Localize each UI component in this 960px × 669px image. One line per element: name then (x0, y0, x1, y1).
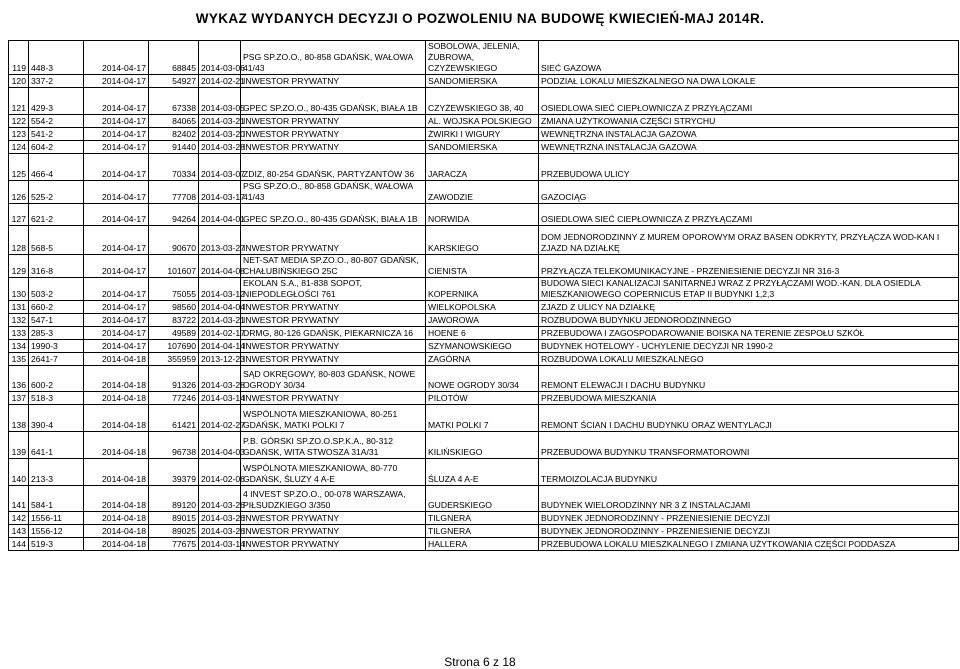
cell-description: REMONT ŚCIAN I DACHU BUDYNKU ORAZ WENTYLACJI (539, 405, 959, 432)
cell-description: GAZOCIĄG (539, 181, 959, 204)
cell-case-number: 448-3 (29, 41, 84, 75)
cell-location: NOWE OGRODY 30/34 (426, 366, 539, 392)
cell-case-number: 547-1 (29, 314, 84, 327)
table-row (9, 75, 959, 88)
cell-location: NORWIDA (426, 204, 539, 226)
table-row (9, 154, 959, 181)
cell-location: TILGNERA (426, 512, 539, 525)
cell-reference-number: 96738 (149, 432, 199, 459)
cell-case-number: 518-3 (29, 392, 84, 405)
cell-decision-date: 2014-04-17 (84, 41, 149, 75)
cell-location: WIELKOPOLSKA (426, 301, 539, 314)
cell-lp: 121 (9, 88, 29, 115)
cell-investor: INWESTOR PRYWATNY (241, 115, 426, 128)
cell-decision-date: 2014-04-17 (84, 255, 149, 278)
cell-description: PRZEBUDOWA I ZAGOSPODAROWANIE BOISKA NA TERENIE ZESPOŁU SZKÓŁ (539, 327, 959, 340)
cell-location: HALLERA (426, 538, 539, 551)
cell-location: ZAWODZIE (426, 181, 539, 204)
cell-application-date: 2014-02-17 (199, 327, 241, 340)
cell-decision-date: 2014-04-17 (84, 128, 149, 141)
table-row (9, 115, 959, 128)
cell-lp: 122 (9, 115, 29, 128)
cell-application-date: 2014-03-07 (199, 154, 241, 181)
cell-description: WEWNĘTRZNA INSTALACJA GAZOWA (539, 141, 959, 154)
cell-investor: INWESTOR PRYWATNY (241, 128, 426, 141)
cell-application-date: 2014-03-26 (199, 525, 241, 538)
cell-investor: GPEC SP.ZO.O., 80-435 GDAŃSK, BIAŁA 1B (241, 88, 426, 115)
cell-decision-date: 2014-04-17 (84, 226, 149, 255)
cell-investor: INWESTOR PRYWATNY (241, 226, 426, 255)
cell-application-date: 2014-02-06 (199, 459, 241, 486)
cell-application-date: 2014-03-14 (199, 538, 241, 551)
cell-lp: 126 (9, 181, 29, 204)
cell-reference-number: 49589 (149, 327, 199, 340)
cell-reference-number: 70334 (149, 154, 199, 181)
cell-decision-date: 2014-04-17 (84, 115, 149, 128)
cell-location: HOENE 6 (426, 327, 539, 340)
cell-investor: WSPÓLNOTA MIESZKANIOWA, 80-251 GDAŃSK, MATKI POLKI 7 (241, 405, 426, 432)
cell-application-date: 2014-03-06 (199, 41, 241, 75)
cell-decision-date: 2014-04-18 (84, 525, 149, 538)
cell-application-date: 2014-03-21 (199, 314, 241, 327)
cell-reference-number: 94264 (149, 204, 199, 226)
cell-lp: 134 (9, 340, 29, 353)
cell-reference-number: 75055 (149, 278, 199, 301)
cell-investor: INWESTOR PRYWATNY (241, 512, 426, 525)
cell-case-number: 584-1 (29, 486, 84, 512)
cell-case-number: 466-4 (29, 154, 84, 181)
cell-investor: INWESTOR PRYWATNY (241, 314, 426, 327)
table-row (9, 525, 959, 538)
cell-reference-number: 77675 (149, 538, 199, 551)
cell-decision-date: 2014-04-17 (84, 141, 149, 154)
cell-reference-number: 77246 (149, 392, 199, 405)
cell-application-date: 2014-03-14 (199, 392, 241, 405)
table-row (9, 41, 959, 75)
cell-application-date: 2013-03-27 (199, 226, 241, 255)
cell-case-number: 285-3 (29, 327, 84, 340)
cell-lp: 133 (9, 327, 29, 340)
cell-investor: INWESTOR PRYWATNY (241, 525, 426, 538)
cell-location: TILGNERA (426, 525, 539, 538)
cell-investor: INWESTOR PRYWATNY (241, 538, 426, 551)
cell-case-number: 600-2 (29, 366, 84, 392)
cell-investor: PSG SP.ZO.O., 80-858 GDAŃSK, WAŁOWA 41/43 (241, 41, 426, 75)
cell-description: SIEĆ GAZOWA (539, 41, 959, 75)
cell-decision-date: 2014-04-17 (84, 75, 149, 88)
cell-location: JAWOROWA (426, 314, 539, 327)
cell-investor: INWESTOR PRYWATNY (241, 353, 426, 366)
cell-application-date: 2014-04-08 (199, 255, 241, 278)
cell-investor: SĄD OKRĘGOWY, 80-803 GDAŃSK, NOWE OGRODY 30/34 (241, 366, 426, 392)
cell-decision-date: 2014-04-17 (84, 278, 149, 301)
table-row (9, 392, 959, 405)
table-row (9, 366, 959, 392)
cell-reference-number: 89015 (149, 512, 199, 525)
table-row (9, 88, 959, 115)
cell-location: GUDERSKIEGO (426, 486, 539, 512)
cell-application-date: 2014-03-26 (199, 512, 241, 525)
cell-application-date: 2014-04-01 (199, 204, 241, 226)
cell-case-number: 503-2 (29, 278, 84, 301)
cell-location: CIENISTA (426, 255, 539, 278)
cell-lp: 132 (9, 314, 29, 327)
cell-decision-date: 2014-04-17 (84, 340, 149, 353)
decisions-table (8, 40, 959, 551)
cell-application-date: 2014-02-21 (199, 75, 241, 88)
cell-lp: 138 (9, 405, 29, 432)
cell-lp: 142 (9, 512, 29, 525)
table-row (9, 204, 959, 226)
cell-description: REMONT ELEWACJI I DACHU BUDYNKU (539, 366, 959, 392)
cell-investor: P.B. GÓRSKI SP.ZO.O.SP.K.A., 80-312 GDAŃSK, WITA STWOSZA 31A/31 (241, 432, 426, 459)
cell-description: OSIEDLOWA SIEĆ CIEPŁOWNICZA Z PRZYŁĄCZAMI (539, 204, 959, 226)
cell-lp: 128 (9, 226, 29, 255)
cell-location: MATKI POLKI 7 (426, 405, 539, 432)
cell-lp: 127 (9, 204, 29, 226)
cell-reference-number: 82402 (149, 128, 199, 141)
cell-reference-number: 91326 (149, 366, 199, 392)
cell-case-number: 621-2 (29, 204, 84, 226)
cell-location: SANDOMIERSKA (426, 75, 539, 88)
cell-application-date: 2014-02-27 (199, 405, 241, 432)
cell-application-date: 2014-04-14 (199, 340, 241, 353)
cell-reference-number: 84065 (149, 115, 199, 128)
table-row (9, 301, 959, 314)
cell-location: ZAGÓRNA (426, 353, 539, 366)
cell-description: TERMOIZOLACJA BUDYNKU (539, 459, 959, 486)
cell-decision-date: 2014-04-18 (84, 538, 149, 551)
cell-case-number: 429-3 (29, 88, 84, 115)
cell-investor: PSG SP.ZO.O., 80-858 GDAŃSK, WAŁOWA 41/43 (241, 181, 426, 204)
cell-decision-date: 2014-04-18 (84, 405, 149, 432)
cell-decision-date: 2014-04-18 (84, 366, 149, 392)
cell-location: JARACZA (426, 154, 539, 181)
cell-location: KOPERNIKA (426, 278, 539, 301)
cell-investor: GPEC SP.ZO.O., 80-435 GDAŃSK, BIAŁA 1B (241, 204, 426, 226)
cell-lp: 119 (9, 41, 29, 75)
cell-investor: WSPÓLNOTA MIESZKANIOWA, 80-770 GDAŃSK, ŚLUZY 4 A-E (241, 459, 426, 486)
cell-application-date: 2014-03-20 (199, 128, 241, 141)
cell-reference-number: 101607 (149, 255, 199, 278)
cell-reference-number: 77708 (149, 181, 199, 204)
cell-case-number: 1556-12 (29, 525, 84, 538)
cell-description: PRZEBUDOWA ULICY (539, 154, 959, 181)
cell-description: PRZEBUDOWA MIESZKANIA (539, 392, 959, 405)
cell-location: SOBOLOWA, JELENIA, ŻUBROWA, CZYŻEWSKIEGO (426, 41, 539, 75)
page-title: WYKAZ WYDANYCH DECYZJI O POZWOLENIU NA BUDOWĘ KWIECIEŃ-MAJ 2014R. (195, 11, 765, 26)
cell-lp: 123 (9, 128, 29, 141)
cell-lp: 140 (9, 459, 29, 486)
cell-case-number: 541-2 (29, 128, 84, 141)
cell-decision-date: 2014-04-18 (84, 353, 149, 366)
cell-lp: 124 (9, 141, 29, 154)
cell-case-number: 554-2 (29, 115, 84, 128)
table-row (9, 128, 959, 141)
cell-lp: 130 (9, 278, 29, 301)
page-number: Strona 6 z 18 (444, 655, 516, 669)
cell-case-number: 660-2 (29, 301, 84, 314)
cell-lp: 129 (9, 255, 29, 278)
cell-decision-date: 2014-04-17 (84, 88, 149, 115)
cell-decision-date: 2014-04-17 (84, 204, 149, 226)
cell-description: PRZYŁĄCZA TELEKOMUNIKACYJNE - PRZENIESIENIE DECYZJI NR 316-3 (539, 255, 959, 278)
cell-application-date: 2014-03-28 (199, 141, 241, 154)
cell-description: ROZBUDOWA BUDYNKU JEDNORODZINNEGO (539, 314, 959, 327)
cell-decision-date: 2014-04-18 (84, 459, 149, 486)
cell-decision-date: 2014-04-17 (84, 314, 149, 327)
cell-reference-number: 68845 (149, 41, 199, 75)
cell-location: ŚLUZA 4 A-E (426, 459, 539, 486)
table-row (9, 538, 959, 551)
table-row (9, 278, 959, 301)
cell-description: BUDOWA SIECI KANALIZACJI SANITARNEJ WRAZ Z PRZYŁĄCZAMI WOD.-KAN. DLA OSIEDLA MIESZKANIOWEGO COPERNICUS ETAP II BUDYNKI 1,2,3 (539, 278, 959, 301)
cell-case-number: 568-5 (29, 226, 84, 255)
cell-investor: NET-SAT MEDIA SP.ZO.O., 80-807 GDAŃSK, CHAŁUBIŃSKIEGO 25C (241, 255, 426, 278)
cell-description: BUDYNEK HOTELOWY - UCHYLENIE DECYZJI NR 1990-2 (539, 340, 959, 353)
table-row (9, 226, 959, 255)
table-row (9, 340, 959, 353)
cell-decision-date: 2014-04-18 (84, 392, 149, 405)
cell-reference-number: 39379 (149, 459, 199, 486)
cell-investor: INWESTOR PRYWATNY (241, 75, 426, 88)
cell-reference-number: 89025 (149, 525, 199, 538)
cell-application-date: 2014-03-26 (199, 486, 241, 512)
table-row (9, 314, 959, 327)
cell-decision-date: 2014-04-17 (84, 154, 149, 181)
cell-decision-date: 2014-04-17 (84, 327, 149, 340)
cell-description: BUDYNEK JEDNORODZINNY - PRZENIESIENIE DECYZJI (539, 525, 959, 538)
cell-lp: 120 (9, 75, 29, 88)
cell-case-number: 519-3 (29, 538, 84, 551)
cell-lp: 143 (9, 525, 29, 538)
cell-reference-number: 107690 (149, 340, 199, 353)
cell-application-date: 2014-03-21 (199, 115, 241, 128)
cell-description: PRZEBUDOWA LOKALU MIESZKALNEGO I ZMIANA UŻYTKOWANIA CZĘŚCI PODDASZA (539, 538, 959, 551)
cell-investor: INWESTOR PRYWATNY (241, 301, 426, 314)
cell-decision-date: 2014-04-17 (84, 301, 149, 314)
cell-lp: 135 (9, 353, 29, 366)
cell-application-date: 2014-04-04 (199, 301, 241, 314)
table-row (9, 486, 959, 512)
table-row (9, 353, 959, 366)
table-row (9, 141, 959, 154)
table-row (9, 459, 959, 486)
cell-reference-number: 89120 (149, 486, 199, 512)
cell-decision-date: 2014-04-18 (84, 512, 149, 525)
table-row (9, 432, 959, 459)
cell-description: PRZEBUDOWA BUDYNKU TRANSFORMATOROWNI (539, 432, 959, 459)
table-row (9, 327, 959, 340)
cell-case-number: 604-2 (29, 141, 84, 154)
cell-lp: 144 (9, 538, 29, 551)
cell-lp: 125 (9, 154, 29, 181)
cell-case-number: 337-2 (29, 75, 84, 88)
cell-lp: 139 (9, 432, 29, 459)
cell-reference-number: 98560 (149, 301, 199, 314)
cell-location: SANDOMIERSKA (426, 141, 539, 154)
cell-reference-number: 91440 (149, 141, 199, 154)
cell-description: ZMIANA UŻYTKOWANIA CZĘŚCI STRYCHU (539, 115, 959, 128)
cell-decision-date: 2014-04-18 (84, 432, 149, 459)
cell-investor: EKOLAN S.A., 81-838 SOPOT, NIEPODLEGŁOŚCI 761 (241, 278, 426, 301)
cell-case-number: 2641-7 (29, 353, 84, 366)
cell-application-date: 2013-12-23 (199, 353, 241, 366)
cell-reference-number: 83722 (149, 314, 199, 327)
cell-description: DOM JEDNORODZINNY Z MUREM OPOROWYM ORAZ BASEN ODKRYTY, PRZYŁĄCZA WOD-KAN I ZJAZD NA DZIAŁKĘ (539, 226, 959, 255)
cell-case-number: 316-8 (29, 255, 84, 278)
cell-investor: INWESTOR PRYWATNY (241, 141, 426, 154)
table-row (9, 405, 959, 432)
cell-location: AL. WOJSKA POLSKIEGO (426, 115, 539, 128)
cell-lp: 141 (9, 486, 29, 512)
cell-description: PODZIAŁ LOKALU MIESZKALNEGO NA DWA LOKALE (539, 75, 959, 88)
cell-application-date: 2014-04-03 (199, 432, 241, 459)
cell-investor: 4 INVEST SP.ZO.O., 00-078 WARSZAWA, PIŁSUDZKIEGO 3/350 (241, 486, 426, 512)
cell-description: ROZBUDOWA LOKALU MIESZKALNEGO (539, 353, 959, 366)
cell-description: OSIEDLOWA SIEĆ CIEPŁOWNICZA Z PRZYŁĄCZAMI (539, 88, 959, 115)
table-row (9, 512, 959, 525)
cell-description: BUDYNEK JEDNORODZINNY - PRZENIESIENIE DECYZJI (539, 512, 959, 525)
cell-location: PILOTÓW (426, 392, 539, 405)
cell-case-number: 1990-3 (29, 340, 84, 353)
cell-case-number: 641-1 (29, 432, 84, 459)
cell-reference-number: 61421 (149, 405, 199, 432)
cell-investor: INWESTOR PRYWATNY (241, 340, 426, 353)
table-row (9, 255, 959, 278)
cell-case-number: 525-2 (29, 181, 84, 204)
cell-reference-number: 54927 (149, 75, 199, 88)
cell-reference-number: 355959 (149, 353, 199, 366)
cell-location: SZYMANOWSKIEGO (426, 340, 539, 353)
cell-location: CZYŻEWSKIEGO 38, 40 (426, 88, 539, 115)
cell-application-date: 2014-03-05 (199, 88, 241, 115)
cell-case-number: 1556-11 (29, 512, 84, 525)
cell-lp: 136 (9, 366, 29, 392)
cell-lp: 131 (9, 301, 29, 314)
cell-application-date: 2014-03-28 (199, 366, 241, 392)
cell-case-number: 390-4 (29, 405, 84, 432)
cell-location: KARSKIEGO (426, 226, 539, 255)
cell-description: WEWNĘTRZNA INSTALACJA GAZOWA (539, 128, 959, 141)
cell-description: BUDYNEK WIELORODZINNY NR 3 Z INSTALACJAMI (539, 486, 959, 512)
cell-decision-date: 2014-04-17 (84, 181, 149, 204)
cell-application-date: 2014-03-12 (199, 278, 241, 301)
cell-investor: ZDIZ, 80-254 GDAŃSK, PARTYZANTÓW 36 (241, 154, 426, 181)
cell-location: KILIŃSKIEGO (426, 432, 539, 459)
cell-investor: DRMG, 80-126 GDAŃSK, PIEKARNICZA 16 (241, 327, 426, 340)
cell-application-date: 2014-03-17 (199, 181, 241, 204)
cell-reference-number: 90670 (149, 226, 199, 255)
cell-decision-date: 2014-04-18 (84, 486, 149, 512)
cell-description: ZJAZD Z ULICY NA DZIAŁKĘ (539, 301, 959, 314)
cell-location: ŻWIRKI I WIGURY (426, 128, 539, 141)
cell-case-number: 213-3 (29, 459, 84, 486)
table-row (9, 181, 959, 204)
cell-reference-number: 67338 (149, 88, 199, 115)
cell-lp: 137 (9, 392, 29, 405)
cell-investor: INWESTOR PRYWATNY (241, 392, 426, 405)
